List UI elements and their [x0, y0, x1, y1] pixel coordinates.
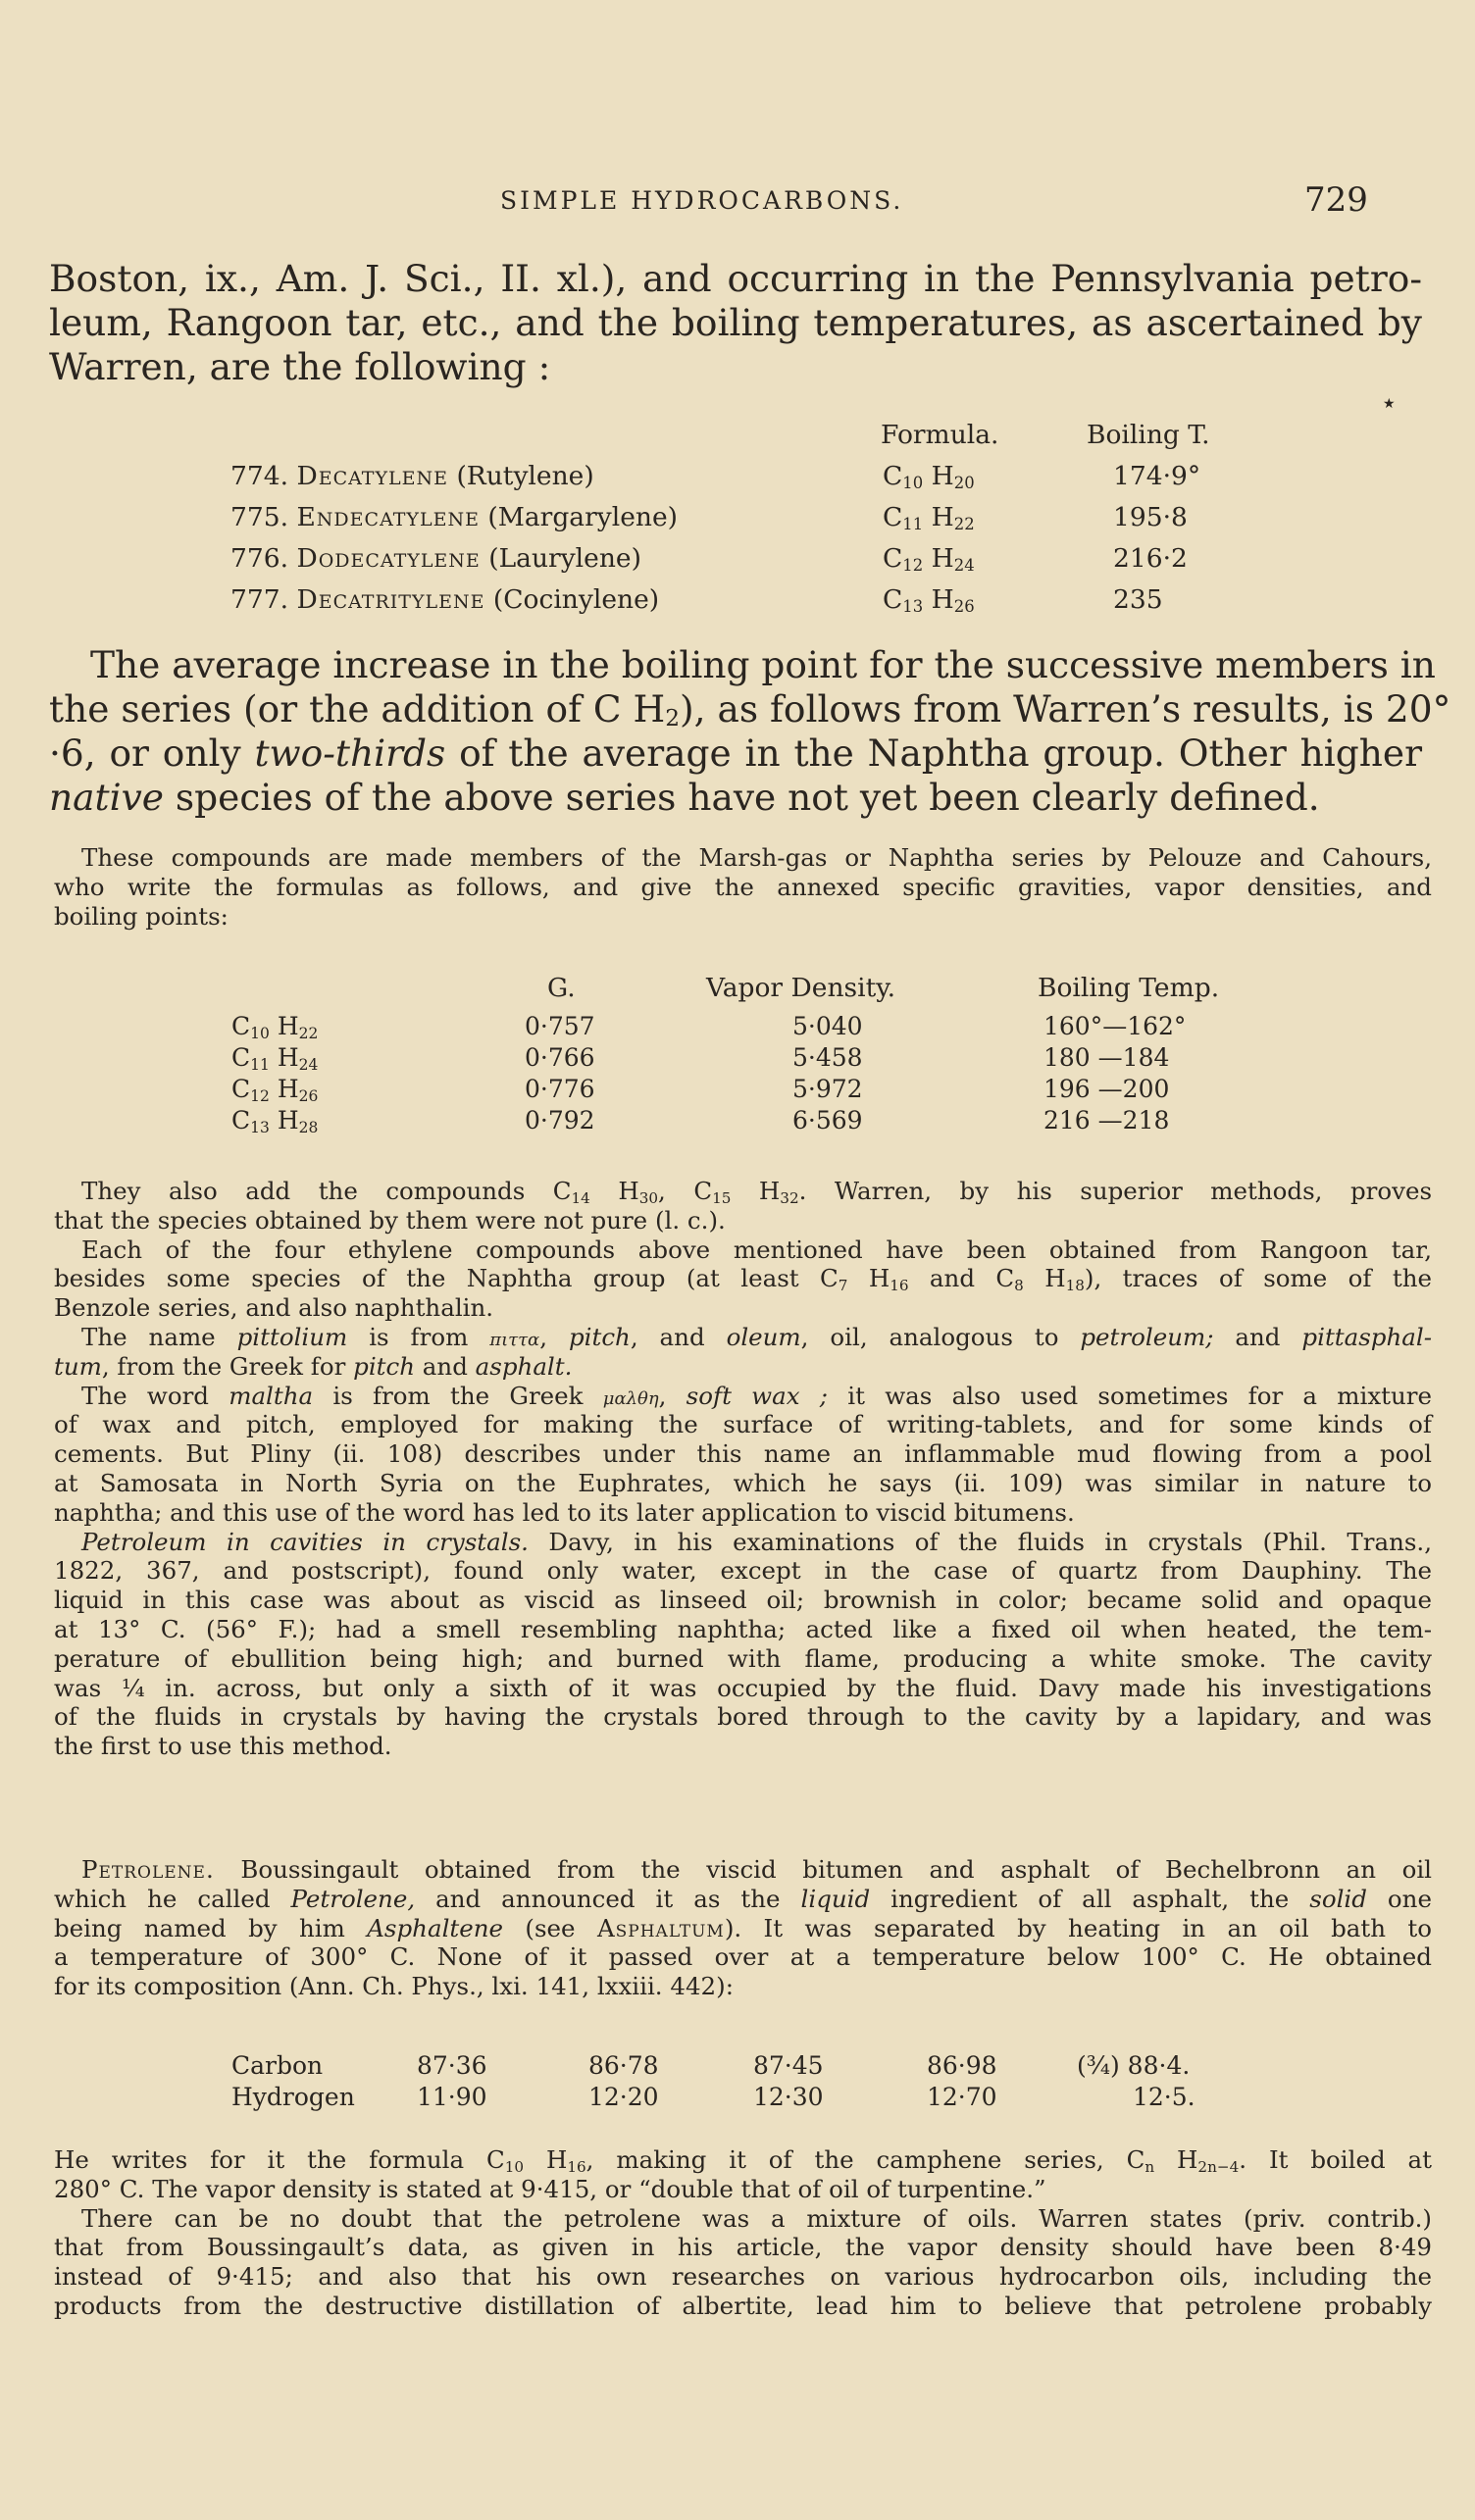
table-row: 775. Endecatylene (Margarylene) — [230, 502, 678, 532]
table-row: 776. Dodecatylene (Laurylene) — [230, 543, 641, 574]
text-line: Benzole series, and also naphthalin. — [54, 1293, 494, 1323]
text-line: Petrolene. Boussingault obtained from the viscid bitumen and asphalt of Bechelbronn an oil — [81, 1855, 1432, 1884]
composition-value: 87·45 — [753, 2051, 824, 2080]
text-line: The word maltha is from the Greek μαλθη, soft wax ; it was also used sometimes for a mixture — [81, 1381, 1432, 1410]
composition-value: 12·30 — [753, 2083, 824, 2111]
text-line: Boston, ix., Am. J. Sci., II. xl.), and occurring in the Pennsylvania petro- — [49, 257, 1422, 300]
formula-cell: $C_{12}$ $H_{24}$ — [883, 543, 975, 575]
gravity-cell: 0·757 — [525, 1012, 595, 1040]
boiling-temp-cell: 196 —200 — [1043, 1075, 1170, 1103]
intro-paragraph — [49, 257, 1422, 389]
text-line: was ¼ in. across, but only a sixth of it was occupied by the fluid. Davy made his investigations — [54, 1673, 1432, 1702]
text-line: for its composition (Ann. Ch. Phys., lxi. 141, lxxiii. 442): — [54, 1972, 734, 2001]
text-line: leum, Rangoon tar, etc., and the boiling temperatures, as ascertained by — [49, 301, 1422, 344]
text-line: boiling points: — [54, 901, 229, 931]
table-row: 777. Decatritylene (Cocinylene) — [230, 584, 660, 615]
composition-value: 12·70 — [927, 2083, 997, 2111]
text-line: that the species obtained by them were not pure (l. c.). — [54, 1205, 726, 1235]
text-line: the first to use this method. — [54, 1732, 392, 1761]
text-line: tum, from the Greek for pitch and asphalt. — [54, 1351, 573, 1381]
text-line: at Samosata in North Syria on the Euphrates, which he says (ii. 109) was similar in nature to — [54, 1468, 1432, 1497]
text-line: 280° C. The vapor density is stated at 9·415, or “double that of oil of turpentine.” — [54, 2174, 1046, 2203]
text-line: They also add the compounds $C_{14}$ $H_{30}$, $C_{15}$ $H_{32}$. Warren, by his superior methods, proves — [81, 1177, 1433, 1207]
text-line: The name pittolium is from πιττα, pitch, and oleum, oil, analogous to petroleum; and pittasphal- — [81, 1322, 1432, 1351]
composition-value: 86·98 — [927, 2051, 997, 2080]
text-line: Petroleum in cavities in crystals. Davy, in his examinations of the fluids in crystals (Phil. Trans., — [81, 1527, 1433, 1556]
text-line: These compounds are made members of the Marsh-gas or Naphtha series by Pelouze and Cahours, — [81, 843, 1432, 872]
composition-value: 12·5. — [1133, 2083, 1195, 2111]
vapor-density-cell: 5·040 — [792, 1012, 863, 1040]
composition-value: 12·20 — [588, 2083, 659, 2111]
vapor-density-cell: 6·569 — [792, 1106, 863, 1134]
vapor-density-cell: 5·972 — [792, 1075, 863, 1103]
composition-value: 11·90 — [417, 2083, 487, 2111]
text-line: which he called Petrolene, and announced it as the liquid ingredient of all asphalt, the solid one — [54, 1884, 1432, 1913]
column-header-boiling: Boiling T. — [1087, 420, 1210, 450]
composition-value: (¾) 88·4. — [1077, 2051, 1191, 2080]
table-row: 774. Decatylene (Rutylene) — [230, 461, 594, 491]
column-header-boiling-temp: Boiling Temp. — [1038, 973, 1220, 1003]
column-header-formula: Formula. — [881, 420, 999, 450]
boiling-cell: 195·8 — [1113, 502, 1188, 532]
running-header: SIMPLE HYDROCARBONS. — [500, 186, 904, 215]
composition-value: 87·36 — [417, 2051, 487, 2080]
boiling-temp-cell: 216 —218 — [1043, 1106, 1170, 1134]
text-line: There can be no doubt that the petrolene was a mixture of oils. Warren states (priv. contrib.) — [81, 2203, 1432, 2233]
boiling-cell: 174·9° — [1113, 461, 1201, 491]
text-line: the series (or the addition of C $H_2$), as follows from Warren’s results, is 20° — [49, 687, 1451, 731]
text-line: ·6, or only two-thirds of the average in the Naphtha group. Other higher — [49, 731, 1422, 775]
text-line: Each of the four ethylene compounds above mentioned have been obtained from Rangoon tar, — [81, 1235, 1432, 1264]
formula-cell: $C_{12}$ $H_{26}$ — [231, 1075, 319, 1105]
formula-cell: $C_{13}$ $H_{26}$ — [883, 584, 975, 616]
vapor-density-cell: 5·458 — [792, 1043, 863, 1072]
boiling-cell: 235 — [1113, 584, 1163, 615]
text-line: cements. But Pliny (ii. 108) describes under this name an inflammable mud flowing from a pool — [54, 1439, 1432, 1469]
formula-cell: $C_{10}$ $H_{20}$ — [883, 461, 975, 492]
gravity-cell: 0·776 — [525, 1075, 595, 1103]
text-line: He writes for it the formula $C_{10}$ $H_{16}$, making it of the camphene series, $C_n$ $H_{2n-4}$. It boiled at — [54, 2145, 1433, 2176]
formula-cell: $C_{10}$ $H_{22}$ — [231, 1012, 319, 1042]
composition-label: Hydrogen — [231, 2083, 355, 2111]
text-line: who write the formulas as follows, and give the annexed specific gravities, vapor densities, and — [54, 872, 1432, 901]
gravity-cell: 0·792 — [525, 1106, 595, 1134]
text-line: of wax and pitch, employed for making the surface of writing-tablets, and for some kinds of — [54, 1410, 1432, 1439]
paragraph-compounds — [54, 843, 1432, 931]
paragraph-average-increase — [49, 643, 1451, 820]
text-line: native species of the above series have not yet been clearly defined. — [49, 776, 1320, 819]
text-line: perature of ebullition being high; and burned with flame, producing a white smoke. The cavity — [54, 1643, 1432, 1673]
text-line: at 13° C. (56° F.); had a smell resembling naphtha; acted like a fixed oil when heated, the tem- — [54, 1614, 1432, 1643]
boiling-temp-cell: 160°—162° — [1043, 1012, 1187, 1040]
text-line: products from the destructive distillation of albertite, lead him to believe that petrolene probably — [54, 2291, 1432, 2320]
column-header-g: G. — [547, 973, 576, 1003]
formula-cell: $C_{11}$ $H_{24}$ — [231, 1043, 319, 1074]
gravity-cell: 0·766 — [525, 1043, 595, 1072]
text-line: 1822, 367, and postscript), found only water, except in the case of quartz from Dauphiny. The — [54, 1556, 1432, 1586]
text-line: besides some species of the Naphtha group (at least $C_7$ $H_{16}$ and $C_8$ $H_{18}$), traces of some of the — [54, 1264, 1433, 1295]
text-line: The average increase in the boiling point for the successive members in — [90, 643, 1436, 686]
text-line: being named by him Asphaltene (see Asphaltum). It was separated by heating in an oil bath to — [54, 1913, 1432, 1942]
text-line: naphtha; and this use of the word has led to its later application to viscid bitumens. — [54, 1497, 1075, 1527]
text-line: of the fluids in crystals by having the crystals bored through to the cavity by a lapidary, and was — [54, 1702, 1432, 1732]
text-line: liquid in this case was about as viscid as linseed oil; brownish in color; became solid and opaque — [54, 1586, 1432, 1615]
boiling-temp-cell: 180 —184 — [1043, 1043, 1170, 1072]
formula-cell: $C_{13}$ $H_{28}$ — [231, 1106, 319, 1136]
composition-value: 86·78 — [588, 2051, 659, 2080]
composition-label: Carbon — [231, 2051, 324, 2080]
text-line: that from Boussingault’s data, as given in his article, the vapor density should have been 8·49 — [54, 2233, 1432, 2262]
closing-paragraph — [54, 2145, 1432, 2321]
notes-section — [54, 1177, 1432, 1761]
page-number: 729 — [1304, 180, 1368, 220]
boiling-cell: 216·2 — [1113, 543, 1188, 574]
column-header-vapor-density: Vapor Density. — [706, 973, 896, 1003]
text-line: a temperature of 300° C. None of it passed over at a temperature below 100° C. He obtained — [54, 1942, 1432, 1972]
margin-mark: ★ — [1383, 396, 1396, 412]
petrolene-paragraph — [54, 1855, 1432, 2001]
text-line: Warren, are the following : — [49, 345, 551, 388]
text-line: instead of 9·415; and also that his own researches on various hydrocarbon oils, including the — [54, 2262, 1432, 2292]
formula-cell: $C_{11}$ $H_{22}$ — [883, 502, 975, 533]
